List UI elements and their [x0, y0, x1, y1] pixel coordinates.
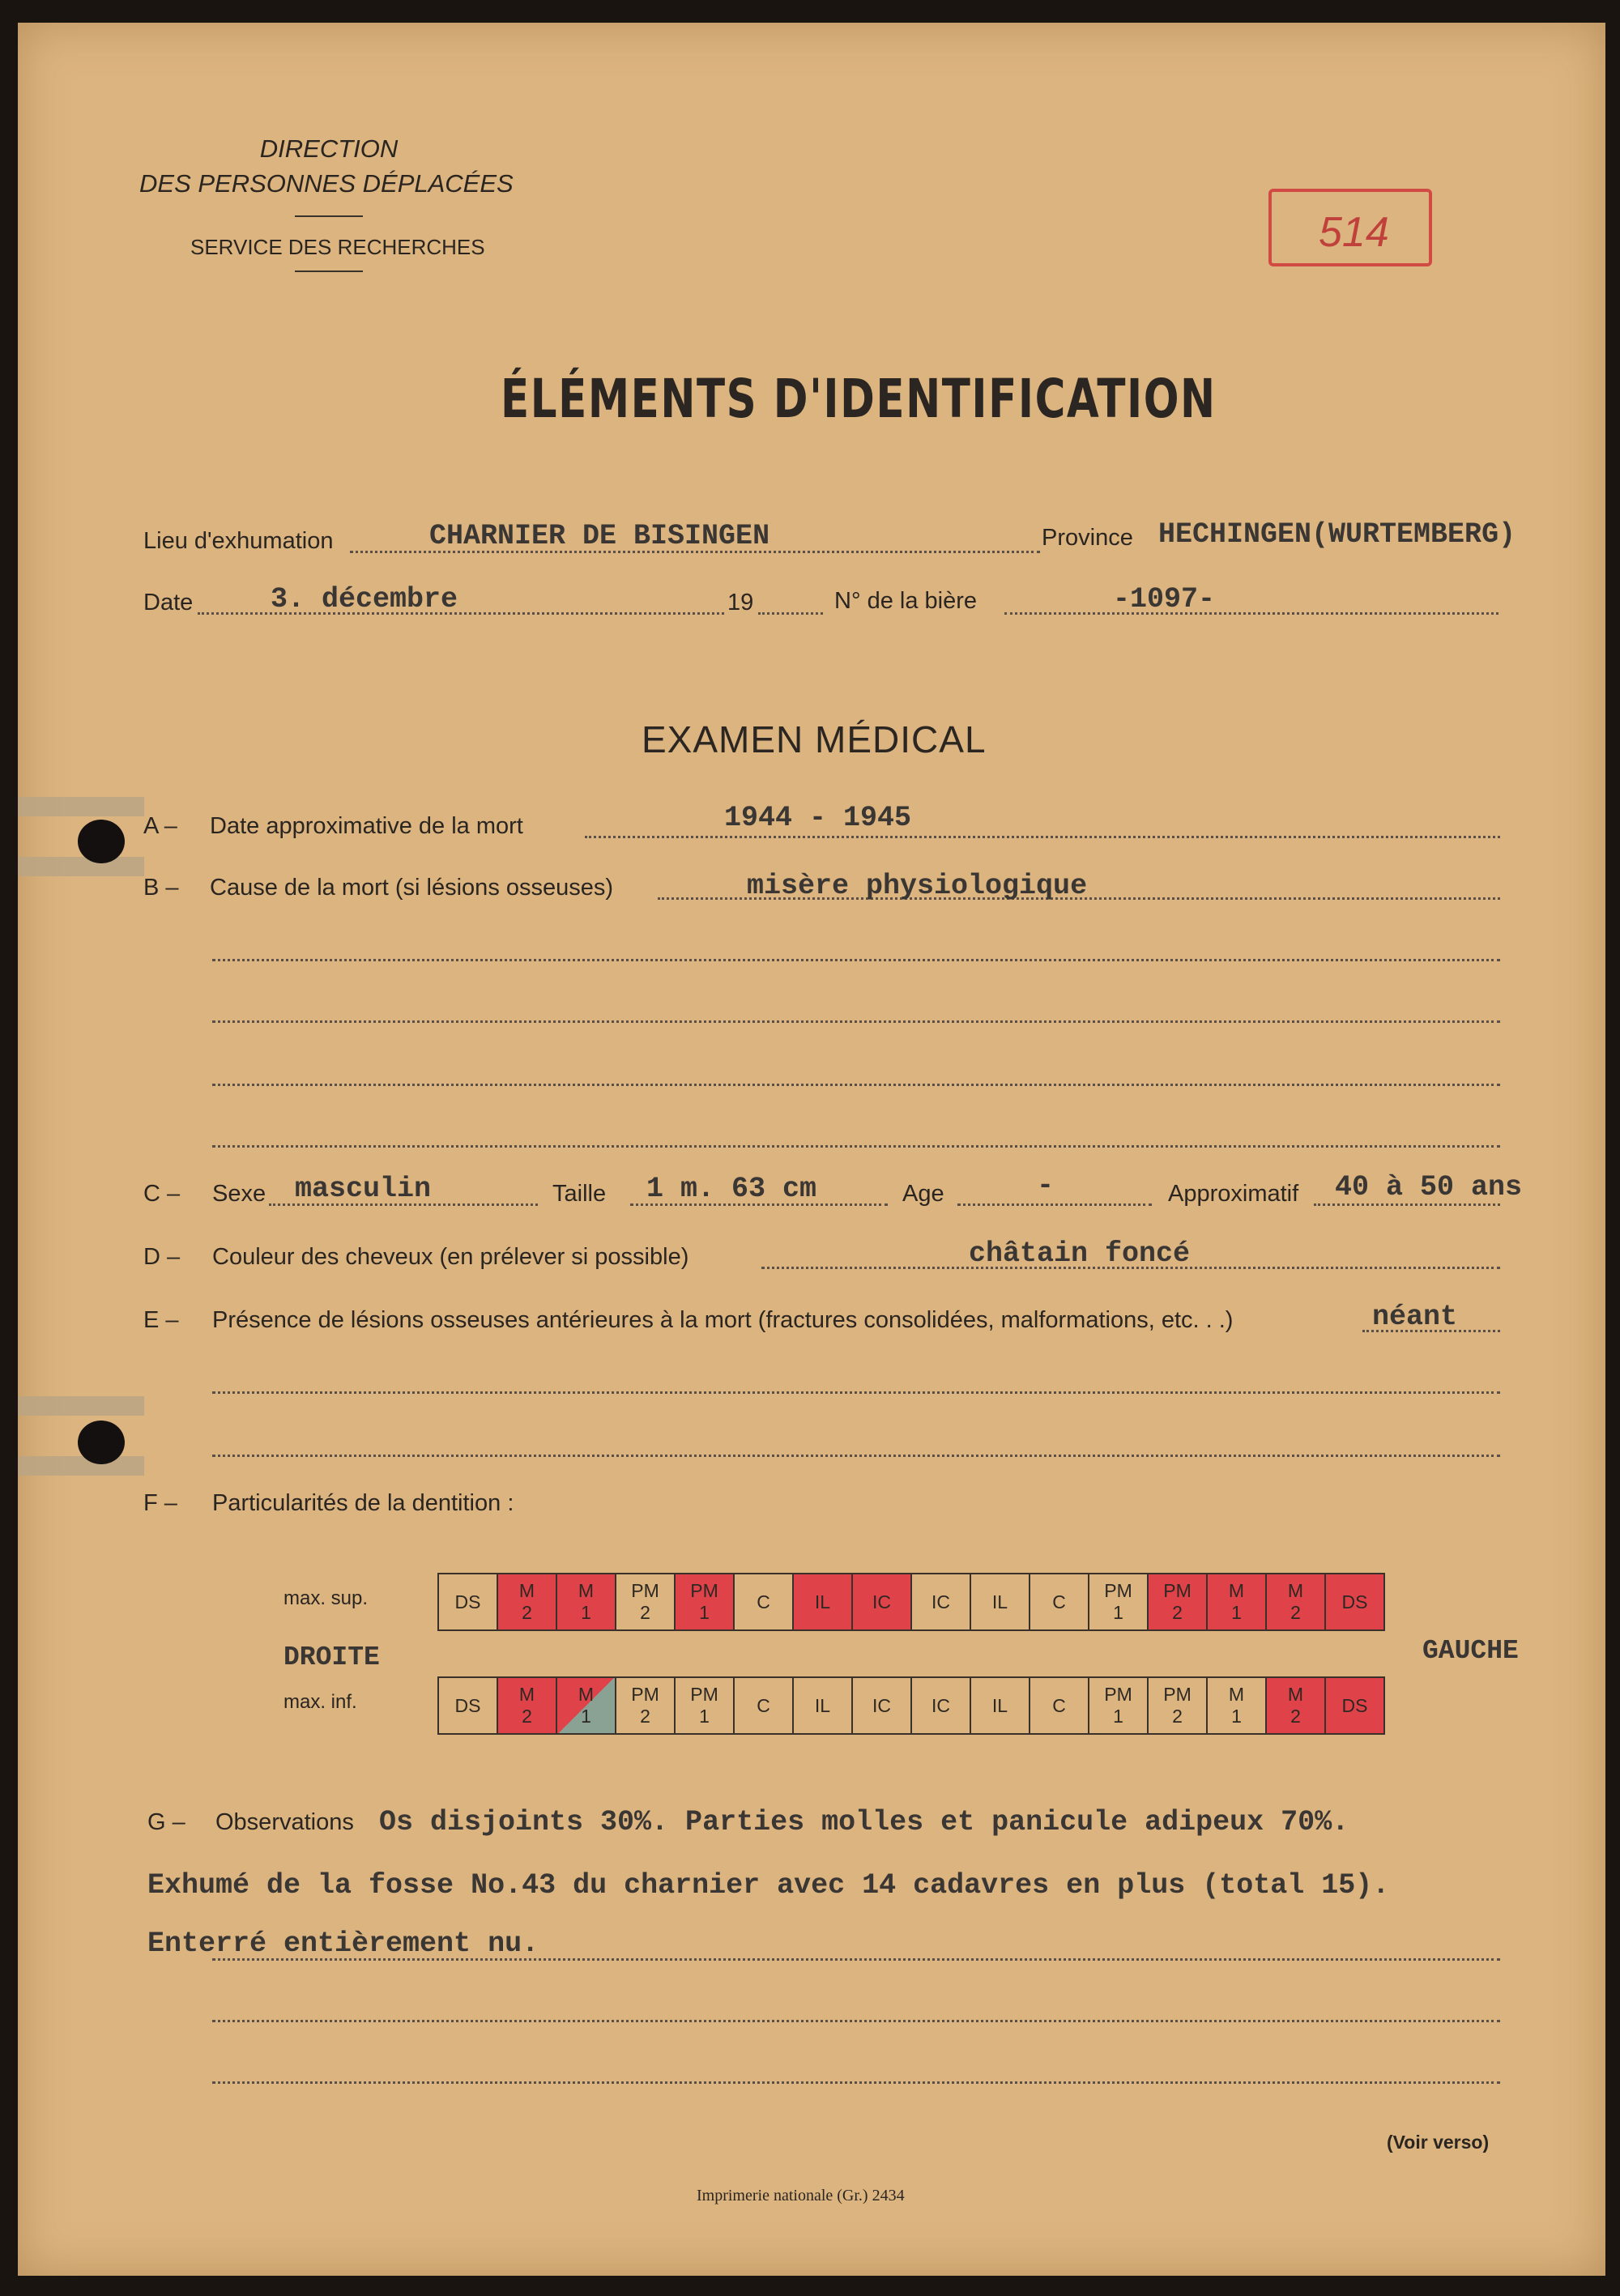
blank-line [212, 2081, 1500, 2084]
tooth-type: M [518, 1580, 535, 1601]
tooth-number: 2 [1290, 1602, 1301, 1623]
blank-line [212, 1084, 1500, 1086]
max-sup-label: max. sup. [284, 1587, 369, 1609]
tooth-type: M [1228, 1580, 1245, 1601]
tooth-cell [793, 1677, 852, 1734]
header-direction: DIRECTION [259, 134, 399, 163]
tooth-type: IC [932, 1591, 950, 1612]
province-label: Province [1042, 525, 1133, 551]
biere-label: N° de la bière [834, 588, 978, 614]
sexe-value: masculin [295, 1173, 432, 1205]
droite-label: DROITE [284, 1642, 380, 1672]
punch-hole [78, 820, 125, 863]
item-e-label: Présence de lésions osseuses antérieures à la mort (fractures consolidées, malformations, etc. . .) [212, 1307, 1234, 1333]
gauche-label: GAUCHE [1422, 1636, 1519, 1666]
tooth-type: PM [1163, 1684, 1192, 1705]
tooth-type: DS [454, 1591, 481, 1612]
item-a-label: Date approximative de la mort [210, 813, 523, 839]
lieu-label: Lieu d'exhumation [143, 528, 334, 554]
tooth-number: 2 [640, 1602, 650, 1623]
lieu-value: CHARNIER DE BISINGEN [429, 520, 770, 552]
stamp-number: 514 [1319, 209, 1389, 256]
tooth-type: IL [814, 1694, 831, 1716]
taille-value: 1 m. 63 cm [646, 1173, 817, 1205]
tooth-cell [675, 1574, 734, 1630]
tooth-type: PM [631, 1580, 659, 1601]
form-sheet [18, 23, 1605, 2276]
tooth-cell [616, 1574, 675, 1630]
tooth-number: 2 [522, 1706, 532, 1727]
tape-strip [18, 797, 144, 816]
tooth-type: IL [991, 1694, 1008, 1716]
tooth-type: M [578, 1684, 595, 1705]
item-f-letter: F – [143, 1490, 177, 1516]
tooth-cell [556, 1574, 616, 1630]
approx-value: 40 à 50 ans [1335, 1171, 1523, 1203]
blank-line [212, 2020, 1500, 2022]
item-d-value: châtain foncé [969, 1237, 1191, 1270]
tooth-cell [556, 1677, 616, 1734]
observations-line-3: Enterré entièrement nu. [147, 1928, 539, 1960]
item-a-line [585, 836, 1500, 838]
tape-strip [18, 1396, 144, 1416]
item-d-label: Couleur des cheveux (en prélever si possible) [212, 1244, 689, 1270]
item-b-label: Cause de la mort (si lésions osseuses) [210, 875, 614, 901]
punch-hole [78, 1421, 125, 1464]
tooth-number: 1 [699, 1602, 710, 1623]
approx-line [1314, 1203, 1500, 1206]
tooth-cell [970, 1677, 1030, 1734]
tooth-number: 2 [1172, 1706, 1183, 1727]
taille-label: Taille [552, 1181, 607, 1207]
tooth-type: IL [814, 1591, 831, 1612]
observations-line-2: Exhumé de la fosse No.43 du charnier avec 14 cadavres en plus (total 15). [147, 1869, 1390, 1902]
tooth-number: 1 [1113, 1602, 1123, 1623]
tape-strip [18, 857, 144, 876]
date-value: 3. décembre [271, 583, 458, 616]
tooth-type: M [1287, 1580, 1304, 1601]
tooth-type: C [1052, 1694, 1066, 1716]
tooth-number: 2 [522, 1602, 532, 1623]
item-e-value: néant [1372, 1301, 1458, 1333]
tooth-cell [675, 1677, 734, 1734]
tooth-cell [911, 1677, 970, 1734]
tooth-cell [1325, 1677, 1384, 1734]
blank-line [212, 1020, 1500, 1023]
tooth-cell [616, 1677, 675, 1734]
tooth-cell [852, 1574, 911, 1630]
tooth-cell [438, 1574, 497, 1630]
voir-verso: (Voir verso) [1387, 2132, 1490, 2153]
tooth-cell [497, 1677, 556, 1734]
observations-label: Observations [215, 1809, 354, 1835]
tooth-type: M [1228, 1684, 1245, 1705]
blank-line [212, 1391, 1500, 1394]
tooth-number: 1 [1231, 1602, 1242, 1623]
blank-line [212, 1455, 1500, 1457]
exam-title: EXAMEN MÉDICAL [642, 718, 987, 760]
file-number-stamp [1268, 189, 1432, 266]
tooth-type: C [1052, 1591, 1066, 1612]
tooth-type: IL [991, 1591, 1008, 1612]
year-line [758, 612, 823, 615]
header-department: DES PERSONNES DÉPLACÉES [139, 169, 514, 198]
tooth-number: 1 [1231, 1706, 1242, 1727]
lower-teeth-chart [437, 1676, 1385, 1735]
tooth-type: C [757, 1694, 770, 1716]
tooth-cell [1325, 1574, 1384, 1630]
item-a-value: 1944 - 1945 [724, 802, 912, 834]
tooth-type: DS [454, 1694, 481, 1716]
tooth-type: PM [1104, 1684, 1132, 1705]
tooth-type: M [518, 1684, 535, 1705]
tooth-number: 1 [1113, 1706, 1123, 1727]
item-b-value: misère physiologique [747, 870, 1088, 902]
header-rule [295, 270, 363, 272]
tooth-type: M [1287, 1684, 1304, 1705]
province-value: HECHINGEN(WURTEMBERG) [1158, 518, 1516, 551]
tooth-type: DS [1341, 1694, 1368, 1716]
observations-line-1: Os disjoints 30%. Parties molles et panicule adipeux 70%. [379, 1806, 1349, 1838]
tooth-cell [1207, 1677, 1266, 1734]
tooth-number: 1 [581, 1602, 591, 1623]
tooth-number: 2 [1172, 1602, 1183, 1623]
item-a-letter: A – [143, 813, 177, 839]
tooth-cell [497, 1574, 556, 1630]
tooth-cell [1266, 1574, 1325, 1630]
sexe-label: Sexe [212, 1181, 266, 1207]
tooth-cell [1207, 1574, 1266, 1630]
item-b-letter: B – [143, 875, 179, 901]
item-e-letter: E – [143, 1307, 179, 1333]
tooth-cell [1030, 1677, 1089, 1734]
tooth-number: 2 [640, 1706, 650, 1727]
age-label: Age [902, 1181, 944, 1207]
tooth-cell [734, 1574, 793, 1630]
biere-value: -1097- [1113, 583, 1216, 616]
biere-line [1004, 612, 1498, 615]
tooth-type: DS [1341, 1591, 1368, 1612]
upper-teeth-chart [437, 1573, 1385, 1631]
item-g-letter: G – [147, 1809, 185, 1835]
tooth-type: IC [872, 1591, 891, 1612]
tooth-cell [734, 1677, 793, 1734]
tooth-type: M [578, 1580, 595, 1601]
tooth-number: 2 [1290, 1706, 1301, 1727]
max-inf-label: max. inf. [284, 1691, 357, 1713]
tooth-cell [1089, 1677, 1148, 1734]
tooth-type: PM [1163, 1580, 1192, 1601]
tooth-cell [1030, 1574, 1089, 1630]
date-label: Date [143, 590, 194, 616]
tooth-number: 1 [581, 1706, 591, 1727]
tape-strip [18, 1456, 144, 1476]
item-c-letter: C – [143, 1181, 181, 1207]
tooth-cell [911, 1574, 970, 1630]
year-label: 19 [727, 590, 754, 616]
item-f-label: Particularités de la dentition : [212, 1490, 514, 1516]
tooth-type: IC [932, 1694, 950, 1716]
tooth-type: C [757, 1591, 770, 1612]
age-line [957, 1203, 1152, 1206]
page-title: ÉLÉMENTS D'IDENTIFICATION [501, 368, 1217, 430]
blank-line [212, 1145, 1500, 1148]
imprint: Imprimerie nationale (Gr.) 2434 [697, 2187, 905, 2204]
tooth-cell [1089, 1574, 1148, 1630]
tooth-cell [438, 1677, 497, 1734]
approx-label: Approximatif [1168, 1181, 1299, 1207]
tooth-cell [793, 1574, 852, 1630]
tooth-cell [1148, 1574, 1207, 1630]
tooth-type: PM [690, 1684, 718, 1705]
tooth-cell [1266, 1677, 1325, 1734]
header-service: SERVICE DES RECHERCHES [190, 235, 485, 259]
tooth-type: PM [1104, 1580, 1132, 1601]
blank-line [212, 959, 1500, 961]
tooth-cell [1148, 1677, 1207, 1734]
age-value: - [1037, 1169, 1055, 1202]
tooth-type: IC [872, 1694, 891, 1716]
tooth-type: PM [631, 1684, 659, 1705]
tooth-cell [970, 1574, 1030, 1630]
item-d-letter: D – [143, 1244, 181, 1270]
tooth-type: PM [690, 1580, 718, 1601]
tooth-number: 1 [699, 1706, 710, 1727]
header-rule [295, 215, 363, 217]
tooth-cell [852, 1677, 911, 1734]
